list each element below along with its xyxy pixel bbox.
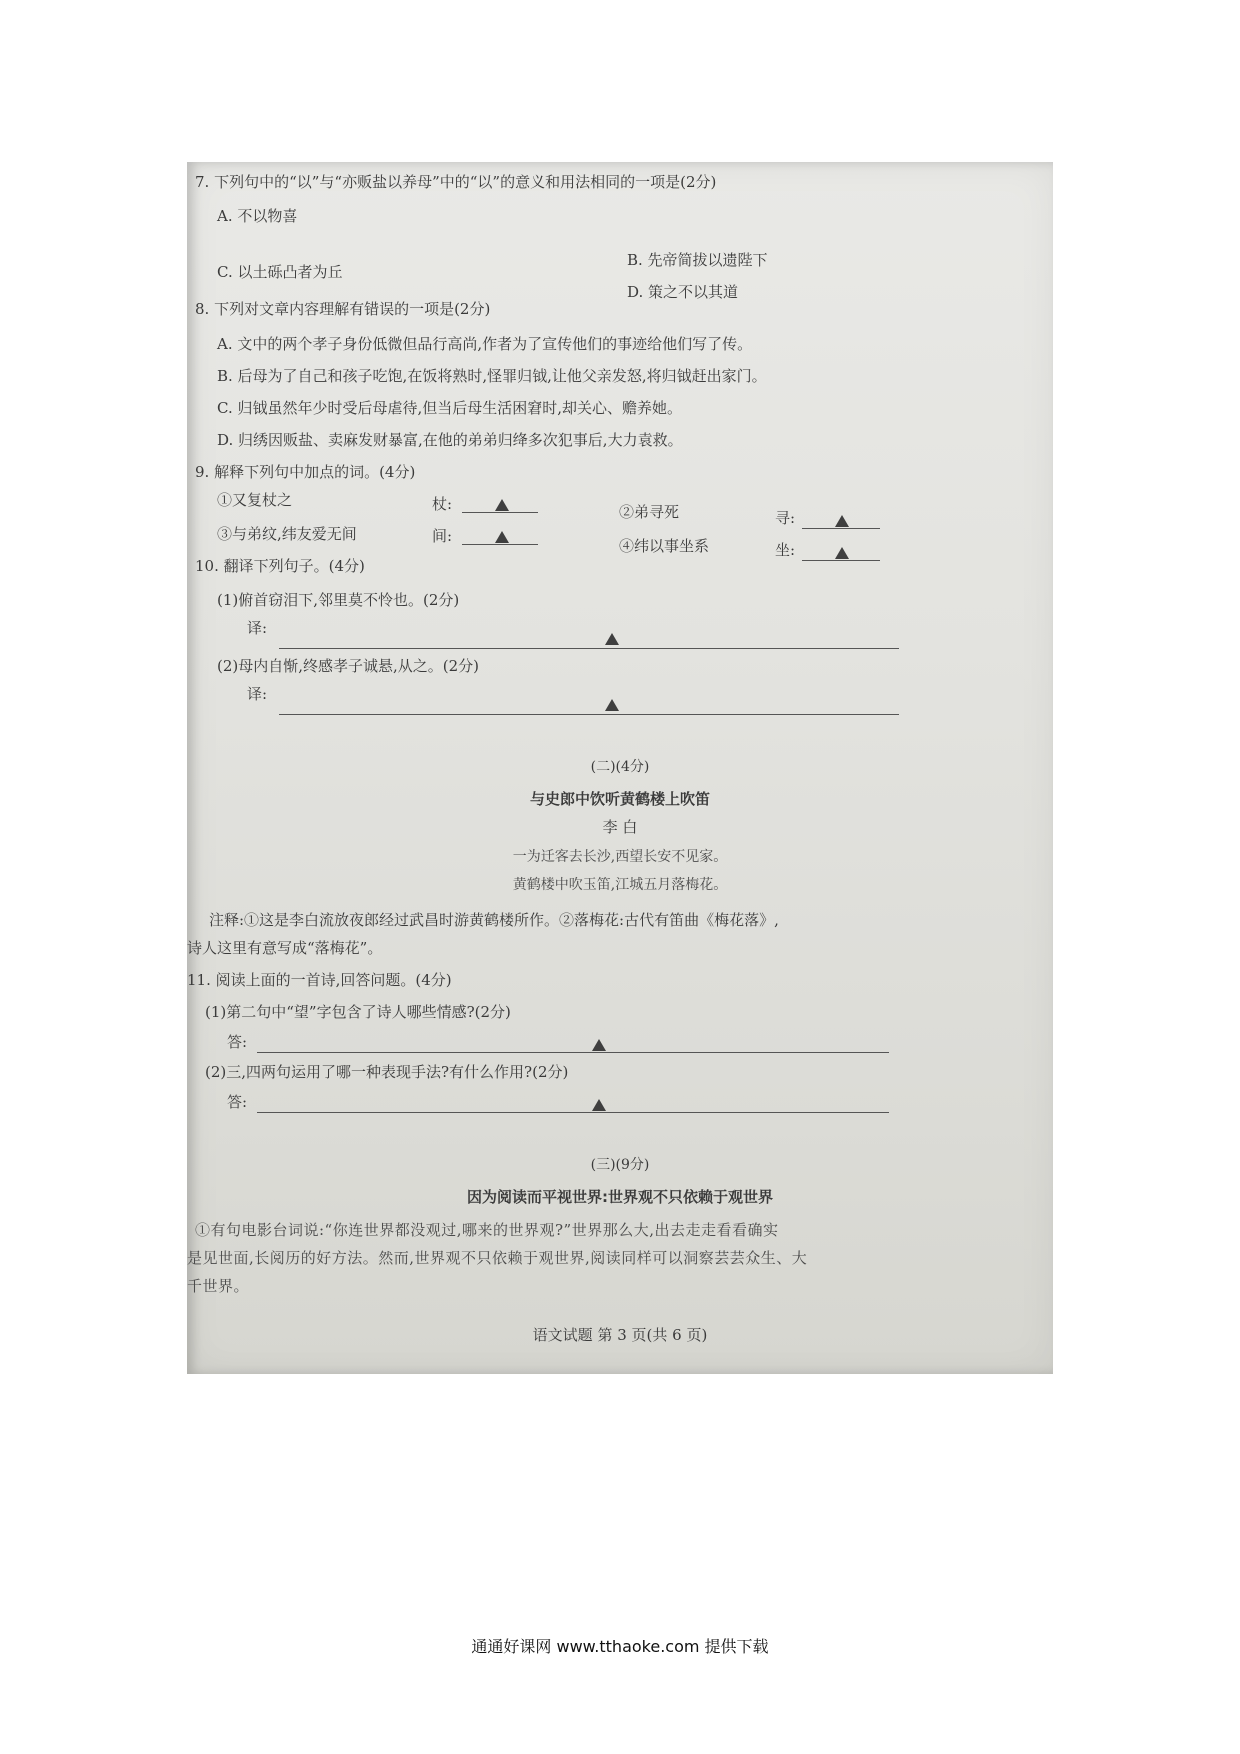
q10-sentence-2: (2)母内自惭,终感孝子诚悬,从之。(2分) [217, 657, 480, 675]
answer-marker-icon [835, 515, 849, 527]
q9-item-2: ②弟寻死 [619, 503, 680, 521]
answer-marker-icon [605, 633, 619, 645]
q8-stem: 8. 下列对文章内容理解有错误的一项是(2分) [195, 300, 491, 318]
q9-item-4: ④纬以事坐系 [619, 537, 710, 555]
poem-note-2: 诗人这里有意写成“落梅花”。 [187, 939, 383, 957]
poem-author: 李 白 [602, 818, 638, 836]
q11-stem: 11. 阅读上面的一首诗,回答问题。(4分) [187, 971, 452, 989]
poem-note-1: 注释:①这是李白流放夜郎经过武昌时游黄鹤楼所作。②落梅花:古代有笛曲《梅花落》, [209, 911, 779, 929]
q8-option-c: C. 归钺虽然年少时受后母虐待,但当后母生活困窘时,却关心、赡养她。 [217, 399, 683, 417]
q7-option-a: A. 不以物喜 [217, 207, 298, 225]
page-number: 语文试题 第 3 页(共 6 页) [532, 1326, 708, 1344]
poem-title: 与史郎中饮听黄鹤楼上吹笛 [529, 790, 710, 808]
q10-answer-line-1[interactable] [279, 632, 899, 649]
poem-line-1: 一为迁客去长沙,西望长安不见家。 [512, 849, 728, 865]
q10-answer-label-2: 译: [247, 685, 268, 703]
q10-answer-line-2[interactable] [279, 698, 899, 715]
answer-marker-icon [592, 1039, 606, 1051]
q7-option-b: B. 先帝简拔以遗陛下 [627, 251, 768, 269]
answer-marker-icon [495, 531, 509, 543]
essay-line-2: 是见世面,长阅历的好方法。然而,世界观不只依赖于观世界,阅读同样可以洞察芸芸众生、大 [187, 1249, 808, 1267]
q7-stem: 7. 下列句中的“以”与“亦贩盐以养母”中的“以”的意义和用法相同的一项是(2分) [195, 173, 717, 191]
poem-line-2: 黄鹤楼中吹玉笛,江城五月落梅花。 [512, 877, 728, 893]
scanned-exam-page [187, 162, 1053, 1374]
q9-stem: 9. 解释下列句中加点的词。(4分) [195, 463, 416, 481]
q7-option-c: C. 以土砾凸者为丘 [217, 263, 343, 281]
answer-marker-icon [495, 499, 509, 511]
section-2-heading: (二)(4分) [590, 759, 650, 775]
essay-line-3: 千世界。 [187, 1277, 250, 1295]
site-footer: 通通好课网 www.tthaoke.com 提供下载 [471, 1637, 769, 1656]
q9-item-3: ③与弟纹,纬友爱无间 [217, 525, 357, 543]
q10-answer-label-1: 译: [247, 619, 268, 637]
answer-marker-icon [835, 547, 849, 559]
q11-sub-1: (1)第二句中“望”字包含了诗人哪些情感?(2分) [205, 1003, 511, 1021]
q9-word-1: 杖: [432, 495, 453, 513]
q8-option-b: B. 后母为了自己和孩子吃饱,在饭将熟时,怪罪归钺,让他父亲发怒,将归钺赶出家门。 [217, 367, 767, 385]
essay-title: 因为阅读而平视世界:世界观不只依赖于观世界 [466, 1188, 773, 1206]
essay-line-1: ①有句电影台词说:“你连世界都没观过,哪来的世界观?”世界那么大,出去走走看看确实 [195, 1221, 779, 1239]
q8-option-a: A. 文中的两个孝子身份低微但品行高尚,作者为了宣传他们的事迹给他们写了传。 [217, 335, 753, 353]
q9-word-3: 间: [432, 527, 453, 545]
q10-stem: 10. 翻译下列句子。(4分) [195, 557, 365, 575]
q9-item-1: ①又复杖之 [217, 491, 293, 509]
q7-option-d: D. 策之不以其道 [627, 283, 739, 301]
q11-sub-2: (2)三,四两句运用了哪一种表现手法?有什么作用?(2分) [205, 1063, 569, 1081]
q10-sentence-1: (1)俯首窃泪下,邻里莫不怜也。(2分) [217, 591, 460, 609]
q8-option-d: D. 归绣因贩盐、卖麻发财暴富,在他的弟弟归绛多次犯事后,大力袁救。 [217, 431, 683, 449]
q11-answer-label-1: 答: [227, 1033, 248, 1051]
q11-answer-line-1[interactable] [257, 1036, 889, 1053]
section-3-heading: (三)(9分) [590, 1157, 650, 1173]
q9-word-4: 坐: [775, 541, 796, 559]
q11-answer-line-2[interactable] [257, 1096, 889, 1113]
q9-word-2: 寻: [775, 509, 796, 527]
answer-marker-icon [592, 1099, 606, 1111]
answer-marker-icon [605, 699, 619, 711]
q11-answer-label-2: 答: [227, 1093, 248, 1111]
